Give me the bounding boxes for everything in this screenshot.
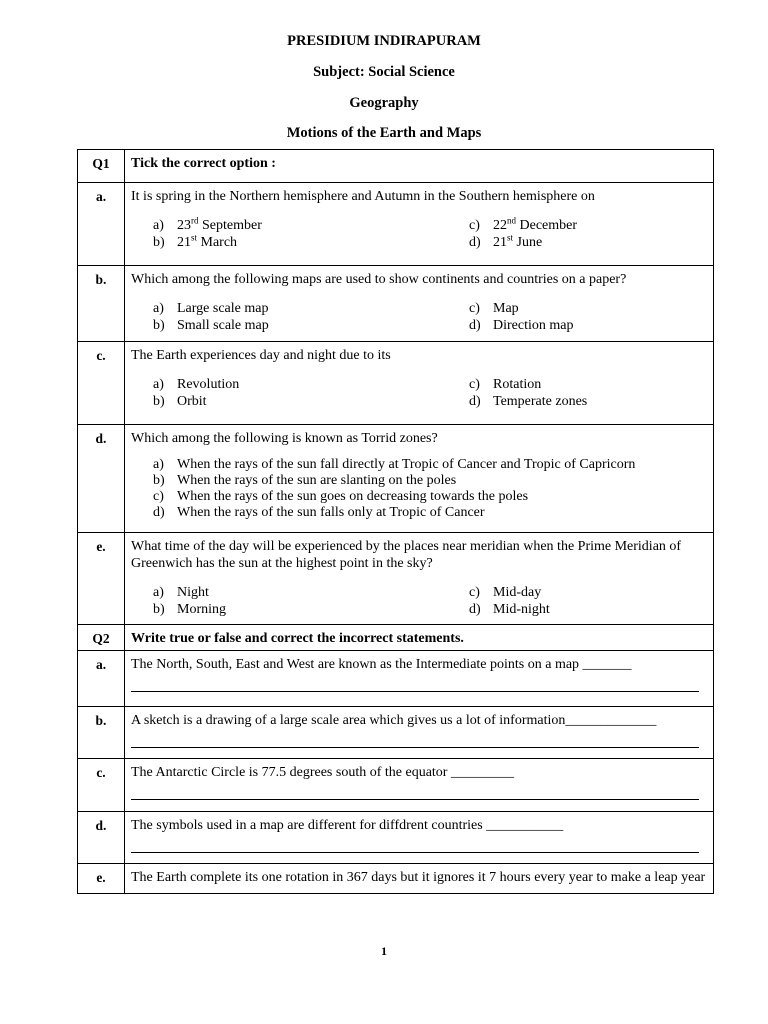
option-a: a) Revolution: [153, 377, 240, 392]
q1-header-row: [78, 150, 714, 183]
options-list: [153, 457, 707, 521]
q2-item-c: [78, 759, 714, 812]
item-label: c.: [78, 759, 125, 812]
option-c: c) 22nd December: [469, 215, 578, 233]
answer-line[interactable]: [131, 838, 699, 853]
option-a: a) When the rays of the sun fall directly at Tropic of Cancer and Tropic of Capricorn: [153, 457, 636, 472]
q2-item-a: [78, 651, 714, 707]
item-label: a.: [78, 651, 125, 707]
q1-item-a: [78, 183, 714, 266]
q2-item-e: [78, 864, 714, 894]
item-label: c.: [78, 342, 125, 425]
topic-title: Geography: [349, 95, 419, 111]
answer-line[interactable]: [131, 677, 699, 692]
option-b: b) Small scale map: [153, 318, 269, 333]
statement-text: The symbols used in a map are different for diffdrent countries ___________: [131, 818, 564, 833]
option-d: d) Temperate zones: [469, 394, 588, 409]
item-label: b.: [78, 266, 125, 342]
option-c: c) When the rays of the sun goes on decreasing towards the poles: [153, 489, 529, 504]
option-c: c) Rotation: [469, 377, 542, 392]
page-number: 1: [381, 944, 387, 958]
question-text: What time of the day will be experienced by the places near meridian when the Prime Meridian of Greenwich has the sun at the highest point in the sky?: [131, 539, 682, 571]
option-d: d) Mid-night: [469, 602, 550, 617]
q1-item-d: [78, 425, 714, 533]
answer-line[interactable]: [131, 733, 699, 748]
statement-text: A sketch is a drawing of a large scale area which gives us a lot of information_____________: [131, 713, 657, 728]
item-label: e.: [78, 533, 125, 625]
option-b: b) When the rays of the sun are slanting on the poles: [153, 473, 457, 488]
item-label: d.: [78, 425, 125, 533]
q1-item-b: [78, 266, 714, 342]
question-text: The Earth experiences day and night due to its: [131, 348, 391, 363]
q1-item-c: [78, 342, 714, 425]
option-a: a) Large scale map: [153, 301, 269, 316]
option-a: a) 23rd September: [153, 215, 262, 233]
item-label: e.: [78, 864, 125, 894]
statement-text: The North, South, East and West are known as the Intermediate points on a map _______: [131, 657, 632, 672]
option-c: c) Mid-day: [469, 585, 542, 600]
worksheet-table: [77, 149, 714, 894]
option-c: c) Map: [469, 301, 519, 316]
option-d: d) Direction map: [469, 318, 574, 333]
q2-header-row: [78, 625, 714, 651]
item-label: d.: [78, 812, 125, 864]
option-d: d) 21st June: [469, 232, 543, 250]
option-a: a) Night: [153, 585, 209, 600]
answer-line[interactable]: [131, 785, 699, 800]
options-list: [153, 217, 707, 251]
question-text: Which among the following is known as Torrid zones?: [131, 431, 438, 446]
statement-text: The Earth complete its one rotation in 367 days but it ignores it 7 hours every year to make a leap year: [131, 870, 706, 885]
option-b: b) Orbit: [153, 394, 207, 409]
option-b: b) Morning: [153, 602, 226, 617]
item-label: a.: [78, 183, 125, 266]
q2-label: Q2: [78, 625, 125, 651]
question-text: Which among the following maps are used to show continents and countries on a paper?: [131, 272, 627, 287]
options-list: [153, 300, 707, 334]
question-text: It is spring in the Northern hemisphere and Autumn in the Southern hemisphere on: [131, 189, 595, 204]
option-d: d) When the rays of the sun falls only at Tropic of Cancer: [153, 505, 485, 520]
chapter-title: Motions of the Earth and Maps: [286, 125, 482, 141]
item-label: b.: [78, 707, 125, 759]
options-list: [153, 376, 707, 410]
option-b: b) 21st March: [153, 232, 238, 250]
school-name: PRESIDIUM INDIRAPURAM: [287, 33, 481, 49]
q2-item-d: [78, 812, 714, 864]
q2-item-b: [78, 707, 714, 759]
statement-text: The Antarctic Circle is 77.5 degrees south of the equator _________: [131, 765, 514, 780]
q1-item-e: [78, 533, 714, 625]
subject-title: Subject: Social Science: [313, 64, 455, 80]
q2-instruction: Write true or false and correct the incorrect statements.: [125, 625, 714, 651]
q1-label: Q1: [78, 150, 125, 183]
options-list: [153, 584, 707, 618]
q1-instruction: Tick the correct option :: [125, 150, 714, 183]
